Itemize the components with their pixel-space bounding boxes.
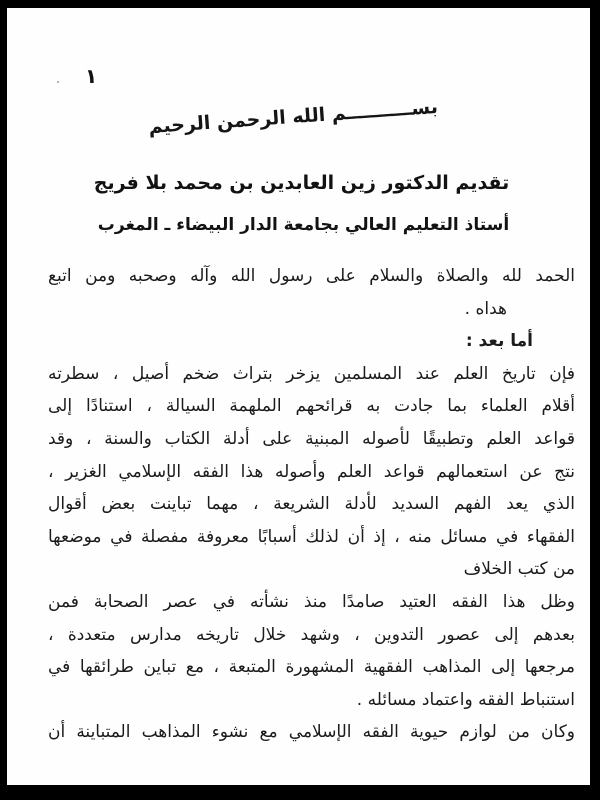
page-number: ١ — [85, 64, 98, 88]
body-line: الذي يعد الفهم السديد لأدلة الشريعة ، مهما تباينت بعض أقوال — [48, 494, 575, 515]
page-subtitle: أستاذ التعليم العالي بجامعة الدار البيضاء ـ المغرب — [97, 215, 510, 235]
body-line: قواعد العلم وتطبيقًا لأصوله المبنية على أدلة الكتاب والسنة ، وقد — [48, 428, 575, 449]
body-line: هداه . — [464, 298, 507, 319]
body-line: مرجعها إلى المذاهب الفقهية المشهورة المتبعة ، مع تباين طرائقها في — [48, 657, 575, 678]
body-line: نتج عن استعمالهم قواعد العلم وأصوله هذا الفقه الإسلامي الغزير ، — [48, 461, 575, 482]
scan-speck — [57, 81, 59, 83]
body-line: من كتب الخلاف — [463, 559, 575, 580]
page-title: تقديم الدكتور زين العابدين بن محمد بلا فريج — [93, 172, 510, 194]
basmala-calligraphy: بســــــــــم الله الرحمن الرحيم — [147, 95, 439, 139]
body-line: فإن تاريخ العلم عند المسلمين يزخر بتراث ضخم أصيل ، سطرته — [48, 363, 575, 384]
body-line: وظل هذا الفقه العتيد صامدًا منذ نشأته في عصر الصحابة فمن — [48, 591, 575, 612]
body-text — [48, 260, 575, 749]
body-line: الفقهاء في مسائل منه ، إذ أن لذلك أسبابًا معروفة مفصلة في موضعها — [48, 526, 575, 547]
page-content — [48, 170, 575, 749]
body-line: الحمد لله والصلاة والسلام على رسول الله وآله وصحبه ومن اتبع — [48, 266, 575, 286]
body-line: استنباط الفقه واعتماد مسائله . — [356, 689, 575, 710]
body-line: أقلام العلماء بما جادت به قرائحهم الملهمة السيالة ، استنادًا إلى — [48, 396, 575, 417]
body-line-heading: أما بعد : — [465, 331, 533, 352]
body-line: وكان من لوازم حيوية الفقه الإسلامي مع نشوء المذاهب المتباينة أن — [48, 722, 575, 743]
body-line: بعدهم إلى عصور التدوين ، وشهد خلال تاريخه مدارس متعددة ، — [48, 624, 575, 645]
